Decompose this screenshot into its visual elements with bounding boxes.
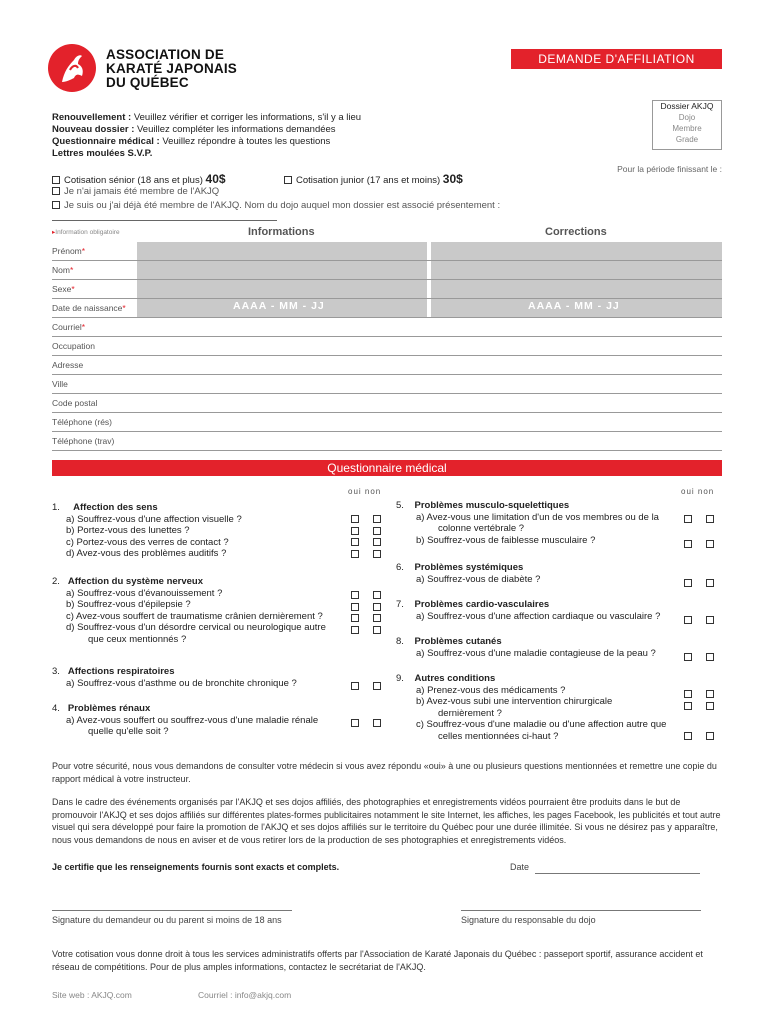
question: a) Souffrez-vous d'une affection cardiaque ou vasculaire ?: [416, 610, 661, 622]
intro-label: Nouveau dossier :: [52, 124, 135, 135]
question: a) Avez-vous une limitation d'un de vos membres ou de la: [416, 511, 659, 523]
dojo-name-field[interactable]: [52, 211, 277, 221]
question: d) Souffrez-vous d'un désordre cervical ou neurologique autre: [66, 622, 326, 633]
non-checkbox[interactable]: [373, 719, 381, 727]
signature-responsable-label: Signature du responsable du dojo: [461, 915, 596, 925]
oui-checkbox[interactable]: [684, 732, 692, 740]
non-checkbox[interactable]: [373, 515, 381, 523]
org-name-line: DU QUÉBEC: [106, 75, 189, 90]
footer-site: Site web : AKJQ.com: [52, 990, 132, 1000]
field-ville[interactable]: [52, 375, 722, 394]
question: a) Souffrez-vous d'asthme ou de bronchite chronique ?: [66, 677, 297, 689]
field-nom[interactable]: [52, 261, 722, 280]
section-title: Problèmes rénaux: [67, 703, 151, 714]
already-member-checkbox[interactable]: [52, 201, 60, 209]
dossier-grade: Grade: [675, 135, 699, 144]
field-telephone-trav[interactable]: [52, 432, 722, 451]
org-name-line: KARATÉ JAPONAIS: [106, 61, 238, 76]
non-checkbox[interactable]: [373, 527, 381, 535]
col-informations: Informations: [248, 226, 315, 238]
non-checkbox[interactable]: [706, 616, 714, 624]
intro-text: Veuillez répondre à toutes les questions: [159, 136, 331, 147]
non-checkbox[interactable]: [706, 540, 714, 548]
non-checkbox[interactable]: [373, 538, 381, 546]
question: a) Souffrez-vous d'évanouissement ?: [66, 587, 223, 599]
question: a) Souffrez-vous d'une affection visuelle ?: [66, 513, 242, 525]
oui-checkbox[interactable]: [351, 603, 359, 611]
question: b) Souffrez-vous d'épilepsie ?: [66, 599, 191, 610]
oui-checkbox[interactable]: [684, 702, 692, 710]
junior-checkbox[interactable]: [284, 176, 292, 184]
field-label: Prénom: [52, 246, 82, 256]
field-telephone-res[interactable]: [52, 413, 722, 432]
field-label: Ville: [52, 379, 68, 389]
section-num: 2.: [52, 576, 60, 587]
non-checkbox[interactable]: [373, 614, 381, 622]
question: b) Avez-vous subi une intervention chirurgicale: [416, 696, 613, 707]
field-label: Courriel: [52, 322, 82, 332]
section-num: 8.: [396, 636, 404, 647]
oui-checkbox[interactable]: [351, 719, 359, 727]
medical-section-5: [396, 500, 676, 546]
section-title: Affection des sens: [73, 502, 158, 513]
oui-checkbox[interactable]: [351, 550, 359, 558]
oui-checkbox[interactable]: [351, 527, 359, 535]
section-num: 6.: [396, 562, 404, 573]
field-label: Date de naissance: [52, 303, 123, 313]
non-checkbox[interactable]: [373, 550, 381, 558]
required-mark: *: [81, 322, 86, 332]
non-checkbox[interactable]: [706, 579, 714, 587]
answers-4[interactable]: [351, 718, 395, 729]
question-cont: quelle qu'elle soit ?: [88, 726, 169, 737]
senior-checkbox[interactable]: [52, 176, 60, 184]
section-num: 5.: [396, 500, 404, 511]
oui-checkbox[interactable]: [351, 591, 359, 599]
senior-label: Cotisation sénior (18 ans et plus): [64, 175, 203, 186]
oui-checkbox[interactable]: [684, 616, 692, 624]
section-title: Problèmes systémiques: [414, 562, 524, 573]
intro-label: Renouvellement :: [52, 112, 132, 123]
answers-3[interactable]: [351, 681, 395, 692]
intro-label: Questionnaire médical :: [52, 136, 160, 147]
securite-paragraph: Pour votre sécurité, nous vous demandons de consulter votre médecin si vous avez répondu «oui» à une ou plusieurs questions mentionnées et remettre une copie du rapport médical à votre instructeur.: [52, 761, 717, 784]
signature-demandeur-line[interactable]: [52, 910, 292, 911]
question: d) Avez-vous des problèmes auditifs ?: [66, 548, 227, 559]
never-member-checkbox[interactable]: [52, 187, 60, 195]
cotisation-note: Votre cotisation vous donne droit à tous les services administratifs offerts par l'Association de Karaté Japonais du Québec : passeport sportif, assurance accident et réseau de compétitions. Pour de plus amples informations, contactez le secrétariat de l'AKJQ.: [52, 949, 703, 972]
junior-label: Cotisation junior (17 ans et moins): [296, 175, 441, 186]
field-label: Nom: [52, 265, 70, 275]
section-title: Affections respiratoires: [67, 666, 175, 677]
non-checkbox[interactable]: [706, 653, 714, 661]
birthdate-correction-placeholder: AAAA - MM - JJ: [528, 300, 620, 312]
signature-responsable-line[interactable]: [461, 910, 701, 911]
never-member-label: Je n'ai jamais été membre de l'AKJQ: [64, 186, 220, 197]
non-checkbox[interactable]: [706, 690, 714, 698]
oui-checkbox[interactable]: [351, 682, 359, 690]
intro-text: Veuillez compléter les informations demandées: [134, 124, 336, 135]
field-courriel[interactable]: [52, 318, 722, 337]
question: b) Portez-vous des lunettes ?: [66, 525, 190, 536]
footer-email: Courriel : info@akjq.com: [198, 990, 292, 1000]
field-label: Téléphone (rés): [52, 417, 113, 427]
field-date-naissance[interactable]: [52, 299, 722, 318]
section-num: 9.: [396, 673, 404, 684]
section-num: 7.: [396, 599, 404, 610]
question: c) Avez-vous souffert de traumatisme crânien dernièrement ?: [66, 610, 323, 622]
field-label: Téléphone (trav): [52, 436, 115, 446]
answers-1[interactable]: [351, 514, 395, 560]
senior-price: 40$: [205, 172, 226, 186]
never-member-option[interactable]: [52, 186, 219, 197]
field-code-postal[interactable]: [52, 394, 722, 413]
question-cont: celles mentionnées ci-haut ?: [438, 730, 559, 742]
question-cont: colonne vertébrale ?: [438, 523, 525, 534]
non-checkbox[interactable]: [373, 626, 381, 634]
section-title: Affection du système nerveux: [67, 576, 204, 587]
section-title: Problèmes musculo-squelettiques: [414, 500, 570, 511]
medical-section-7: [396, 599, 676, 622]
section-title: Autres conditions: [414, 673, 496, 684]
field-label: Adresse: [52, 360, 84, 370]
oui-checkbox[interactable]: [684, 653, 692, 661]
signature-demandeur-label: Signature du demandeur ou du parent si moins de 18 ans: [52, 915, 282, 925]
non-checkbox[interactable]: [706, 702, 714, 710]
cotisation-junior[interactable]: [284, 172, 463, 186]
required-mark: *: [81, 246, 86, 256]
field-prenom[interactable]: [52, 242, 722, 261]
oui-checkbox[interactable]: [684, 515, 692, 523]
form-title: DEMANDE D'AFFILIATION: [511, 49, 722, 69]
already-member-label: Je suis ou j'ai déjà été membre de l'AKJQ. Nom du dojo auquel mon dossier est associé présentement :: [64, 200, 501, 211]
question-cont: dernièrement ?: [438, 707, 502, 719]
non-checkbox[interactable]: [373, 603, 381, 611]
answers-8[interactable]: [684, 652, 728, 663]
org-name: [106, 48, 237, 90]
section-num: 3.: [52, 666, 60, 677]
field-label: Occupation: [52, 341, 95, 351]
question: a) Souffrez-vous de diabète ?: [416, 573, 541, 585]
field-label: Code postal: [52, 398, 98, 408]
medical-title: Questionnaire médical: [52, 460, 722, 476]
karate-emblem-icon: [48, 44, 96, 92]
answers-5[interactable]: [684, 514, 728, 550]
oui-checkbox[interactable]: [351, 614, 359, 622]
oui-checkbox[interactable]: [684, 579, 692, 587]
oui-non-right: oui non: [681, 487, 715, 496]
non-checkbox[interactable]: [373, 682, 381, 690]
dossier-title: Dossier AKJQ: [660, 101, 714, 111]
medical-section-2: [52, 576, 372, 645]
required-mark: *: [122, 303, 126, 313]
oui-checkbox[interactable]: [351, 515, 359, 523]
col-corrections: Corrections: [545, 226, 607, 238]
date-label: Date: [510, 862, 530, 872]
question: a) Prenez-vous des médicaments ?: [416, 684, 566, 696]
periode-label: Pour la période finissant le :: [617, 164, 722, 174]
birthdate-placeholder: AAAA - MM - JJ: [233, 300, 325, 312]
cotisation-senior[interactable]: [52, 172, 226, 186]
field-occupation[interactable]: [52, 337, 722, 356]
oui-checkbox[interactable]: [684, 540, 692, 548]
oui-checkbox[interactable]: [684, 690, 692, 698]
medical-section-3: [52, 666, 372, 689]
photos-paragraph: Dans le cadre des événements organisés par l'AKJQ et ses dojos affiliés, des photographies et enregistrements vidéos pourraient être produits dans le but de promouvoir l'AKJQ et ses dojos affiliés sur différentes plates-formes publicitaires notamment le site Internet, les affiches, les pages Facebook, les publicités et tout autre visuel qui sera développé pour faire la promotion de l'AKJQ et ses dojos affiliés sur le territoire du Québec pour une durée illimitée. Si vous ne désirez pas y apparaître, nous vous demandons de nous en aviser et de vous retirer lors de la production de ses photographies et enregistrements vidéos.: [52, 797, 721, 845]
date-field[interactable]: [535, 873, 700, 874]
question: c) Souffrez-vous d'une maladie ou d'une affection autre que: [416, 719, 667, 730]
non-checkbox[interactable]: [373, 591, 381, 599]
medical-section-1: [52, 502, 372, 560]
answers-7[interactable]: [684, 615, 728, 626]
certify-statement: Je certifie que les renseignements fournis sont exacts et complets.: [52, 862, 340, 872]
non-checkbox[interactable]: [706, 732, 714, 740]
already-member-option[interactable]: [52, 200, 722, 224]
answers-6[interactable]: [684, 578, 728, 589]
medical-section-4: [52, 703, 372, 738]
field-sexe[interactable]: [52, 280, 722, 299]
medical-section-6: [396, 562, 676, 585]
question: a) Avez-vous souffert ou souffrez-vous d'une maladie rénale: [66, 714, 319, 726]
dossier-dojo: Dojo: [678, 113, 696, 122]
medical-section-9: [396, 673, 676, 742]
intro-text: Veuillez vérifier et corriger les informations, s'il y a lieu: [131, 112, 362, 123]
question: b) Souffrez-vous de faiblesse musculaire ?: [416, 534, 596, 546]
question: a) Souffrez-vous d'une maladie contagieuse de la peau ?: [416, 647, 656, 659]
field-label: Sexe: [52, 284, 72, 294]
oui-checkbox[interactable]: [351, 538, 359, 546]
junior-price: 30$: [442, 172, 463, 186]
answers-2[interactable]: [351, 590, 395, 636]
answers-9[interactable]: [684, 689, 728, 742]
oui-checkbox[interactable]: [351, 626, 359, 634]
oui-non-left: oui non: [348, 487, 382, 496]
intro-instructions: [52, 112, 361, 160]
question-cont: que ceux mentionnés ?: [88, 633, 187, 645]
question: c) Portez-vous des verres de contact ?: [66, 536, 229, 548]
section-title: Problèmes cardio-vasculaires: [414, 599, 550, 610]
dossier-membre: Membre: [672, 124, 702, 133]
section-num: 4.: [52, 703, 60, 714]
intro-label: Lettres moulées S.V.P.: [52, 148, 153, 159]
dossier-box: [652, 100, 722, 150]
field-adresse[interactable]: [52, 356, 722, 375]
org-name-line: ASSOCIATION DE: [106, 47, 225, 62]
required-mark: *: [71, 284, 75, 294]
oblig-note: ▸ Information obligatoire: [52, 228, 120, 236]
section-num: 1.: [52, 502, 60, 513]
required-mark: *: [69, 265, 74, 275]
akjq-logo: [48, 44, 298, 94]
section-title: Problèmes cutanés: [414, 636, 502, 647]
non-checkbox[interactable]: [706, 515, 714, 523]
medical-section-8: [396, 636, 676, 659]
